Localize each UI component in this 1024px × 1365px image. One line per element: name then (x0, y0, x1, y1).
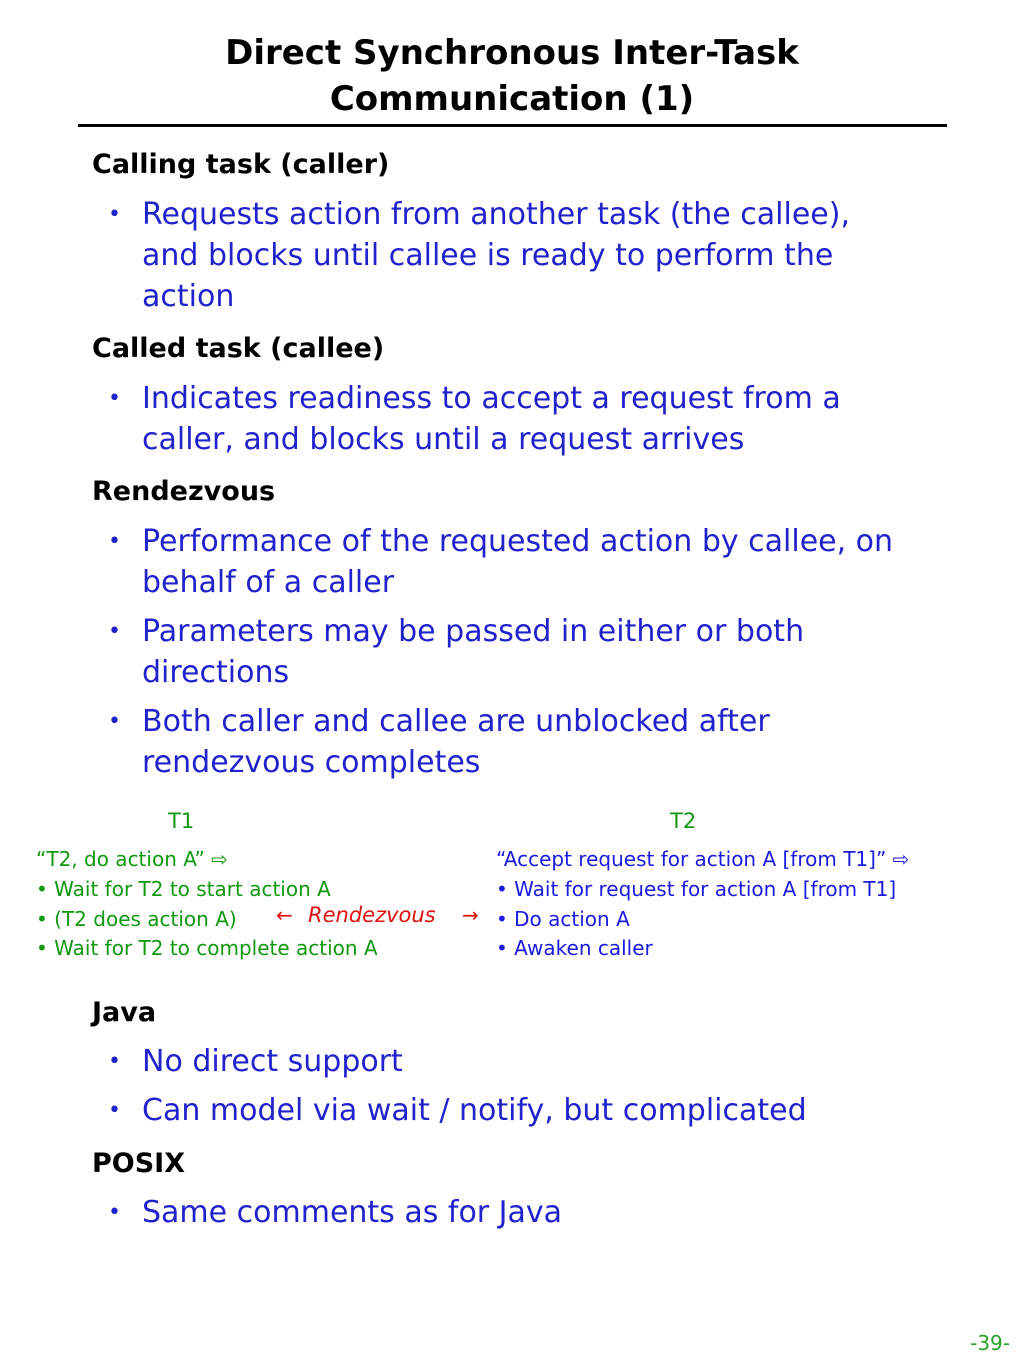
bullet-text: Parameters may be passed in either or both directions (142, 614, 805, 690)
title-line-1: Direct Synchronous Inter-Task (225, 33, 799, 73)
bullet-text: Can model via wait / notify, but complicated (142, 1093, 807, 1128)
t2-line: • Awaken caller (496, 936, 653, 960)
heading-posix: POSIX (92, 1148, 186, 1179)
bullet-item (108, 611, 908, 693)
bullet-item (108, 1041, 908, 1082)
title-line-2: Communication (1) (329, 79, 695, 119)
rendezvous-label: Rendezvous (308, 903, 436, 927)
right-arrow-icon: → (462, 903, 479, 927)
page-number: -39- (970, 1331, 1010, 1355)
bullet-dot-icon: • (108, 709, 121, 734)
heading-called-task: Called task (callee) (92, 333, 385, 364)
t1-label: T1 (168, 809, 195, 833)
t1-line: • Wait for T2 to complete action A (36, 936, 378, 960)
bullet-text: No direct support (142, 1044, 403, 1079)
bullet-dot-icon: • (108, 202, 121, 227)
bullet-dot-icon: • (108, 1049, 121, 1074)
t1-line: “T2, do action A” ⇨ (36, 847, 228, 871)
heading-calling-task: Calling task (caller) (92, 149, 390, 180)
bullet-dot-icon: • (108, 529, 121, 554)
t2-line: • Wait for request for action A [from T1] (496, 877, 897, 901)
bullet-dot-icon: • (108, 619, 121, 644)
bullet-text: Requests action from another task (the callee), and blocks until callee is ready to perform the action (142, 197, 850, 314)
bullet-text: Both caller and callee are unblocked after rendezvous completes (142, 704, 770, 780)
bullet-item (108, 1192, 908, 1233)
bullet-item (108, 521, 908, 603)
slide-title (0, 30, 1024, 122)
bullet-item (108, 1090, 908, 1131)
heading-rendezvous: Rendezvous (92, 476, 276, 507)
t2-label: T2 (670, 809, 697, 833)
bullet-text: Performance of the requested action by callee, on behalf of a caller (142, 524, 894, 600)
bullet-text: Indicates readiness to accept a request from a caller, and blocks until a request arrives (142, 381, 841, 457)
bullet-text: Same comments as for Java (142, 1195, 563, 1230)
t2-line: “Accept request for action A [from T1]” ⇨ (496, 847, 910, 871)
bullet-item (108, 378, 908, 460)
heading-java: Java (92, 997, 157, 1028)
title-rule (78, 124, 947, 127)
bullet-item (108, 194, 908, 317)
bullet-item (108, 701, 908, 783)
left-arrow-icon: ← (276, 903, 293, 927)
bullet-dot-icon: • (108, 386, 121, 411)
t1-line: • (T2 does action A) (36, 907, 237, 931)
t2-line: • Do action A (496, 907, 630, 931)
t1-line: • Wait for T2 to start action A (36, 877, 331, 901)
bullet-dot-icon: • (108, 1200, 121, 1225)
bullet-dot-icon: • (108, 1098, 121, 1123)
